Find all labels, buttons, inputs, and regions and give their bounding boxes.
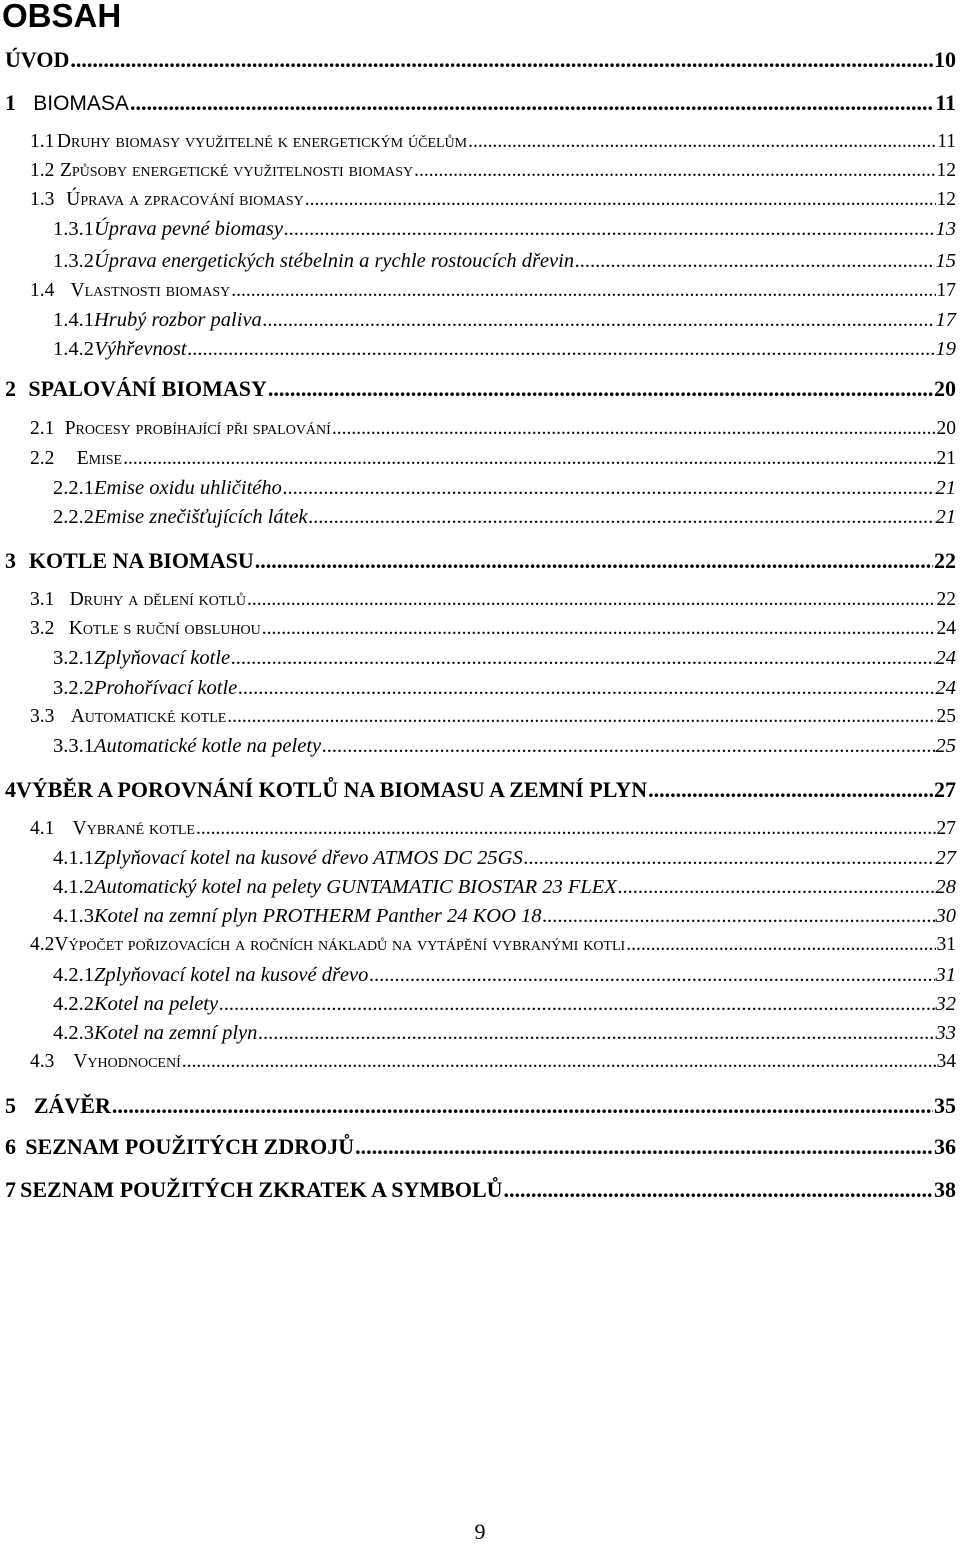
dot-leader [626,934,935,956]
toc-entry-label: ZÁVĚR [33,1093,111,1118]
dot-leader [238,677,934,700]
toc-entry-label: Kotel na zemní plyn [94,1022,258,1044]
toc-entry-label: SEZNAM POUŽITÝCH ZKRATEK A SYMBOLŮ [20,1177,503,1202]
toc-entry-number: 4.2.3 [53,1022,94,1044]
toc-entry-number: 1.4 [30,280,55,301]
dot-leader [219,993,934,1016]
toc-entry-number: 3.2 [30,618,55,639]
dot-leader [284,218,934,241]
toc-entry[interactable] [0,1134,956,1160]
toc-entry-page: 21 [935,506,956,528]
toc-entry-page: 34 [936,1051,956,1072]
toc-entry-page: 27 [934,777,956,802]
toc-entry-label: Úprava a zpracování biomasy [66,189,304,210]
toc-entry[interactable] [0,677,956,700]
toc-entry[interactable] [0,90,956,116]
toc-entry-page: 35 [934,1093,956,1118]
toc-entry-number: 4.2 [30,934,55,955]
toc-entry-number: 4.1.3 [53,905,94,927]
toc-entry[interactable] [0,934,956,956]
dot-leader [332,418,936,440]
toc-entry-label: KOTLE NA BIOMASU [28,548,254,573]
toc-entry-page: 25 [936,706,956,727]
toc-entry-number: 6 [5,1134,16,1159]
toc-entry-number: 1.3 [30,189,55,210]
toc-entry-number: 4.2.1 [53,964,94,986]
toc-entry[interactable] [0,618,956,640]
toc-entry-number: 3.3 [30,706,55,727]
toc-entry-page: 33 [935,1022,956,1044]
toc-entry-page: 11 [937,131,956,152]
dot-leader [231,647,934,670]
page-number: 9 [474,1519,486,1544]
toc-entry[interactable] [0,218,956,241]
toc-entry-label: Automatické kotle [70,706,227,727]
toc-entry-label: Emise oxidu uhličitého [94,477,282,499]
dot-leader [123,448,935,470]
dot-leader [70,47,933,73]
toc-entry[interactable] [0,876,956,899]
toc-entry-label: VÝBĚR A POROVNÁNÍ KOTLŮ NA BIOMASU A ZEMNÍ PLYN [16,777,648,802]
toc-entry-label: Procesy probíhající při spalování [64,418,331,439]
toc-entry-label: Zplyňovací kotel na kusové dřevo [94,964,369,986]
dot-leader [262,618,936,640]
toc-entry-page: 12 [936,189,956,210]
toc-entry[interactable] [0,1022,956,1045]
toc-entry-number: 1.4.2 [53,338,94,360]
dot-leader [247,589,935,611]
toc-entry-page: 20 [934,376,956,401]
toc-entry-number: 4 [5,777,16,802]
dot-leader [130,90,934,116]
toc-entry-page: 21 [936,448,956,469]
toc-entry-number: 5 [5,1093,16,1118]
toc-entry-label: Vybrané kotle [72,818,195,839]
toc-entry-number: 7 [5,1177,16,1202]
toc-entry[interactable] [0,905,956,928]
toc-entry[interactable] [0,47,956,73]
toc-entry-number: 2.2 [30,448,55,469]
toc-entry-label: Výhřevnost [94,338,187,360]
page-title: OBSAH [2,0,122,34]
toc-entry-number: 1.2 [30,160,55,181]
toc-entry-page: 24 [936,618,956,639]
toc-entry-label: Hrubý rozbor paliva [94,309,262,331]
toc-entry-label: Prohořívací kotle [94,677,238,699]
dot-leader [618,876,935,899]
toc-entry-page: 22 [934,548,956,573]
toc-entry-number: 4.1.1 [53,847,94,869]
toc-entry-page: 10 [934,47,956,72]
dot-leader [283,477,935,500]
toc-entry[interactable] [0,706,956,728]
dot-leader [188,338,935,361]
toc-entry-page: 27 [935,847,956,869]
toc-entry-page: 31 [936,934,956,955]
dot-leader [305,189,936,211]
dot-leader [524,847,935,870]
toc-entry-number: 4.1.2 [53,876,94,898]
toc-entry[interactable] [0,847,956,870]
toc-entry-page: 38 [934,1177,956,1202]
dot-leader [112,1093,933,1119]
dot-leader [369,964,934,987]
toc-entry-number: 1 [5,90,16,115]
dot-leader [309,506,935,529]
dot-leader [268,376,933,402]
toc-entry-page: 27 [936,818,956,839]
toc-entry-number: 2.1 [30,418,55,439]
toc-entry[interactable] [0,647,956,670]
toc-entry[interactable] [0,993,956,1016]
toc-entry[interactable] [0,189,956,211]
toc-entry[interactable] [0,338,956,361]
toc-entry-number: 3 [5,548,16,573]
toc-entry-label: Druhy biomasy využitelné k energetickým účelům [56,131,468,152]
toc-entry-label: Úprava energetických stébelnin a rychle rostoucích dřevin [94,250,575,272]
toc-entry-page: 19 [935,338,956,360]
dot-leader [258,1022,934,1045]
toc-entry-number: 1.3.1 [53,218,94,240]
toc-entry-number: 4.2.2 [53,993,94,1015]
toc-entry-label: Kotle s ruční obsluhou [68,618,261,639]
toc-entry-page: 24 [935,647,956,669]
toc-entry[interactable] [0,964,956,987]
dot-leader [648,777,933,803]
toc-entry-number: 3.1 [30,589,55,610]
dot-leader [196,818,936,840]
toc-entry-number: 2.2.1 [53,477,94,499]
toc-entry[interactable] [0,1177,956,1203]
toc-entry-label: Druhy a dělení kotlů [69,589,247,610]
toc-entry-page: 17 [935,309,956,331]
toc-entry-label: Automatický kotel na pelety GUNTAMATIC BIOSTAR 23 FLEX [94,876,617,898]
toc-entry-label: Emise znečišťujících látek [94,506,308,528]
toc-entry-label: SEZNAM POUŽITÝCH ZDROJŮ [25,1134,355,1159]
toc-entry[interactable] [0,1051,956,1073]
toc-entry-page: 32 [935,993,956,1015]
toc-entry-number: 1.1 [30,131,55,152]
toc-entry-page: 21 [935,477,956,499]
toc-entry-page: 17 [936,280,956,301]
toc-entry-label: Úprava pevné biomasy [94,218,284,240]
dot-leader [227,706,935,728]
dot-leader [468,131,936,153]
toc-entry-page: 20 [936,418,956,439]
dot-leader [414,160,935,182]
toc-entry-label: Automatické kotle na pelety [94,735,322,757]
toc-entry-number: 2 [5,376,16,401]
toc-entry-page: 30 [935,905,956,927]
toc-entry[interactable] [0,506,956,529]
toc-entry-label: BIOMASA [33,92,129,115]
dot-leader [255,548,933,574]
toc-entry-number: 3.2.2 [53,677,94,699]
toc-entry[interactable] [0,735,956,758]
dot-leader [322,735,934,758]
dot-leader [231,280,935,302]
toc-entry[interactable] [0,250,956,273]
toc-entry[interactable] [0,309,956,332]
toc-entry[interactable] [0,448,956,470]
toc-entry-number: 1.3.2 [53,250,94,272]
toc-entry-page: 15 [935,250,956,272]
toc-entry-label: Zplyňovací kotle [94,647,231,669]
toc-entry-label: Emise [76,448,123,469]
toc-entry[interactable] [0,160,956,182]
toc-entry-label: Vlastnosti biomasy [70,280,231,301]
toc-entry-page: 12 [936,160,956,181]
toc-entry[interactable] [0,477,956,500]
toc-entry-label: Zplyňovací kotel na kusové dřevo ATMOS DC 25GS [94,847,523,869]
toc-entry-label: Kotel na pelety [94,993,219,1015]
toc-entry-page: 22 [936,589,956,610]
toc-entry-label: Způsoby energetické využitelnosti biomasy [59,160,414,181]
toc-entry[interactable] [0,376,956,402]
toc-entry[interactable] [0,280,956,302]
toc-entry[interactable] [0,589,956,611]
toc-entry-label: Vyhodnocení [73,1051,181,1072]
toc-entry[interactable] [0,131,956,153]
toc-entry-label: SPALOVÁNÍ BIOMASY [28,376,267,401]
toc-entry-page: 24 [935,677,956,699]
toc-entry-label: ÚVOD [5,47,70,72]
dot-leader [182,1051,936,1073]
toc-entry[interactable] [0,418,956,440]
toc-entry-number: 2.2.2 [53,506,94,528]
toc-entry[interactable] [0,548,956,574]
toc-entry-page: 13 [935,218,956,240]
toc-entry-number: 4.3 [30,1051,55,1072]
dot-leader [504,1177,933,1203]
toc-entry-number: 3.2.1 [53,647,94,669]
toc-entry-page: 28 [935,876,956,898]
toc-entry-label: Výpočet pořizovacích a ročních nákladů na vytápění vybranými kotli [54,934,626,955]
dot-leader [263,309,935,332]
toc-entry-page: 25 [935,735,956,757]
toc-entry-label: Kotel na zemní plyn PROTHERM Panther 24 KOO 18 [94,905,542,927]
toc-entry-page: 11 [935,90,956,115]
toc-entry-number: 3.3.1 [53,735,94,757]
toc-entry-number: 1.4.1 [53,309,94,331]
toc-entry-page: 31 [935,964,956,986]
toc-entry[interactable] [0,1093,956,1119]
toc-entry-number: 4.1 [30,818,55,839]
dot-leader [575,250,934,273]
toc-entry[interactable] [0,777,956,803]
dot-leader [355,1134,933,1160]
dot-leader [543,905,935,928]
toc-entry[interactable] [0,818,956,840]
toc-entry-page: 36 [934,1134,956,1159]
